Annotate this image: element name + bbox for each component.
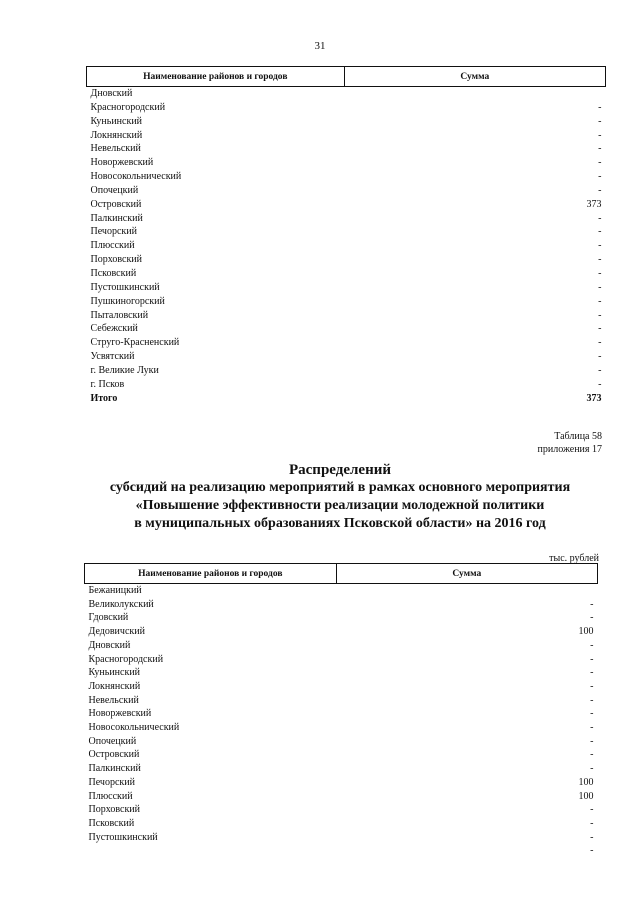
district-name-cell: Новоржевский bbox=[90, 157, 154, 169]
district-name-cell: Порховский bbox=[88, 804, 141, 816]
district-name-cell: Гдовский bbox=[88, 612, 129, 624]
district-name-cell: Печорский bbox=[88, 776, 135, 788]
table-body bbox=[87, 87, 606, 406]
amount-cell: - bbox=[598, 337, 602, 349]
table-row bbox=[85, 611, 598, 625]
subsidy-table-2 bbox=[84, 563, 598, 858]
total-row bbox=[87, 392, 606, 406]
amount-cell: - bbox=[598, 115, 602, 127]
document-heading bbox=[0, 461, 640, 533]
table-row bbox=[87, 378, 606, 392]
district-name-cell: Плюсский bbox=[88, 790, 133, 802]
table-row bbox=[85, 653, 598, 667]
table-row bbox=[87, 129, 606, 143]
amount-cell: - bbox=[598, 129, 602, 141]
table-row bbox=[85, 625, 598, 639]
heading-line: субсидий на реализацию мероприятий в рамках основного мероприятия bbox=[109, 480, 571, 495]
amount-cell: - bbox=[590, 817, 594, 829]
district-name-cell: г. Псков bbox=[90, 378, 125, 390]
amount-cell: - bbox=[590, 749, 594, 761]
district-name-cell: Палкинский bbox=[88, 763, 141, 775]
appendix-reference: приложения 17 bbox=[537, 444, 602, 455]
district-name-cell bbox=[85, 844, 337, 858]
amount-cell: - bbox=[590, 598, 594, 610]
table-row bbox=[85, 735, 598, 749]
table-row bbox=[87, 212, 606, 226]
amount-cell: 373 bbox=[586, 198, 602, 210]
table-row bbox=[85, 762, 598, 776]
amount-cell: - bbox=[598, 157, 602, 169]
table-body bbox=[85, 584, 598, 859]
district-name-cell: Островский bbox=[88, 749, 140, 761]
table-row bbox=[87, 170, 606, 184]
district-name-cell: Псковский bbox=[90, 267, 137, 279]
district-name-cell: Локнянский bbox=[90, 129, 143, 141]
amount-cell: - bbox=[590, 708, 594, 720]
district-name-cell: Палкинский bbox=[90, 212, 143, 224]
district-name-cell: Порховский bbox=[90, 254, 143, 266]
district-name-cell: г. Великие Луки bbox=[90, 364, 159, 376]
table-row bbox=[87, 115, 606, 129]
district-name-cell: Себежский bbox=[90, 323, 138, 335]
amount-cell: - bbox=[598, 254, 602, 266]
amount-cell: - bbox=[590, 722, 594, 734]
district-name-cell: Бежаницкий bbox=[88, 585, 142, 596]
district-name-cell: Новосокольнический bbox=[88, 722, 180, 734]
table-number: Таблица 58 bbox=[554, 431, 602, 442]
district-name-cell: Дедовичский bbox=[88, 626, 145, 638]
amount-cell bbox=[336, 584, 597, 598]
heading-line: «Повышение эффективности реализации молодежной политики bbox=[135, 498, 545, 513]
amount-cell: - bbox=[598, 323, 602, 335]
table-row bbox=[87, 198, 606, 212]
subsidy-table-1 bbox=[86, 66, 606, 405]
table-row bbox=[85, 803, 598, 817]
heading-title: Распределений bbox=[288, 462, 391, 478]
page-number: 31 bbox=[314, 40, 326, 52]
total-label: Итого bbox=[90, 392, 118, 404]
column-header-district: Наименование районов и городов bbox=[87, 67, 345, 87]
table-row bbox=[85, 584, 598, 598]
amount-cell: 100 bbox=[578, 776, 594, 788]
table-row bbox=[85, 790, 598, 804]
table-row bbox=[85, 680, 598, 694]
district-name-cell: Великолукский bbox=[88, 598, 154, 610]
amount-cell: - bbox=[598, 351, 602, 363]
district-name-cell: Новоржевский bbox=[88, 708, 152, 720]
table-row bbox=[87, 87, 606, 101]
amount-cell: - bbox=[598, 226, 602, 238]
table-row bbox=[87, 350, 606, 364]
column-header-amount: Сумма bbox=[336, 564, 597, 584]
district-name-cell: Пыталовский bbox=[90, 309, 149, 321]
total-value: 373 bbox=[586, 392, 602, 404]
column-header-amount: Сумма bbox=[344, 67, 605, 87]
table-row bbox=[87, 225, 606, 239]
table-row bbox=[85, 748, 598, 762]
table-row bbox=[87, 142, 606, 156]
table-row bbox=[85, 844, 598, 858]
amount-cell: - bbox=[590, 804, 594, 816]
district-name-cell: Струго-Красненский bbox=[90, 337, 180, 349]
district-name-cell: Псковский bbox=[88, 817, 135, 829]
amount-cell: - bbox=[598, 267, 602, 279]
amount-cell: - bbox=[598, 101, 602, 113]
district-name-cell: Усвятский bbox=[90, 351, 135, 363]
district-name-cell: Куньинский bbox=[90, 115, 143, 127]
district-name-cell: Островский bbox=[90, 198, 142, 210]
district-name-cell: Плюсский bbox=[90, 240, 135, 252]
table-row bbox=[87, 101, 606, 115]
district-name-cell: Новосокольнический bbox=[90, 171, 182, 183]
amount-cell: - bbox=[590, 694, 594, 706]
district-name-cell: Пушкиногорский bbox=[90, 295, 165, 307]
district-name-cell: Пустошкинский bbox=[88, 831, 158, 843]
units-label: тыс. рублей bbox=[549, 553, 599, 564]
district-name-cell: Дновский bbox=[88, 639, 131, 651]
district-name-cell: Опочецкий bbox=[90, 184, 139, 196]
table-row bbox=[85, 666, 598, 680]
amount-cell: - bbox=[590, 653, 594, 665]
table-row bbox=[85, 831, 598, 845]
amount-cell: - bbox=[590, 667, 594, 679]
amount-cell bbox=[344, 87, 605, 101]
table-row bbox=[87, 281, 606, 295]
district-name-cell: Печорский bbox=[90, 226, 137, 238]
district-name-cell: Красногородский bbox=[88, 653, 164, 665]
amount-cell: - bbox=[590, 735, 594, 747]
heading-line: в муниципальных образованиях Псковской области» на 2016 год bbox=[134, 516, 546, 531]
column-header-district: Наименование районов и городов bbox=[85, 564, 337, 584]
amount-cell: - bbox=[598, 212, 602, 224]
table-row bbox=[87, 156, 606, 170]
amount-cell: - bbox=[590, 680, 594, 692]
amount-cell: - bbox=[598, 184, 602, 196]
amount-cell: 100 bbox=[578, 626, 594, 638]
amount-cell: - bbox=[590, 831, 594, 843]
table-row bbox=[87, 253, 606, 267]
district-name-cell: Красногородский bbox=[90, 101, 166, 113]
table-row bbox=[87, 364, 606, 378]
amount-cell: - bbox=[598, 240, 602, 252]
district-name-cell: Локнянский bbox=[88, 680, 141, 692]
amount-cell: - bbox=[598, 378, 602, 390]
table-row bbox=[87, 239, 606, 253]
table-row bbox=[85, 598, 598, 612]
district-name-cell: Опочецкий bbox=[88, 735, 137, 747]
amount-cell: - bbox=[598, 295, 602, 307]
table-row bbox=[85, 639, 598, 653]
table-row bbox=[87, 322, 606, 336]
table-row bbox=[85, 694, 598, 708]
table-row bbox=[85, 776, 598, 790]
district-name-cell: Невельский bbox=[90, 143, 141, 155]
table-row bbox=[85, 707, 598, 721]
table-row bbox=[87, 336, 606, 350]
amount-cell: - bbox=[590, 612, 594, 624]
amount-cell: - bbox=[598, 143, 602, 155]
table-row bbox=[87, 184, 606, 198]
table-row bbox=[87, 309, 606, 323]
amount-cell: - bbox=[590, 763, 594, 775]
amount-cell: - bbox=[598, 309, 602, 321]
table-label bbox=[538, 430, 602, 456]
district-name-cell: Дновский bbox=[90, 88, 133, 99]
table-row bbox=[87, 267, 606, 281]
amount-cell: - bbox=[598, 281, 602, 293]
amount-cell: - bbox=[590, 845, 594, 857]
district-name-cell: Пустошкинский bbox=[90, 281, 160, 293]
table-row bbox=[85, 817, 598, 831]
amount-cell: 100 bbox=[578, 790, 594, 802]
amount-cell: - bbox=[590, 639, 594, 651]
district-name-cell: Невельский bbox=[88, 694, 139, 706]
amount-cell: - bbox=[598, 171, 602, 183]
amount-cell: - bbox=[598, 364, 602, 376]
table-row bbox=[87, 295, 606, 309]
table-row bbox=[85, 721, 598, 735]
district-name-cell: Куньинский bbox=[88, 667, 141, 679]
